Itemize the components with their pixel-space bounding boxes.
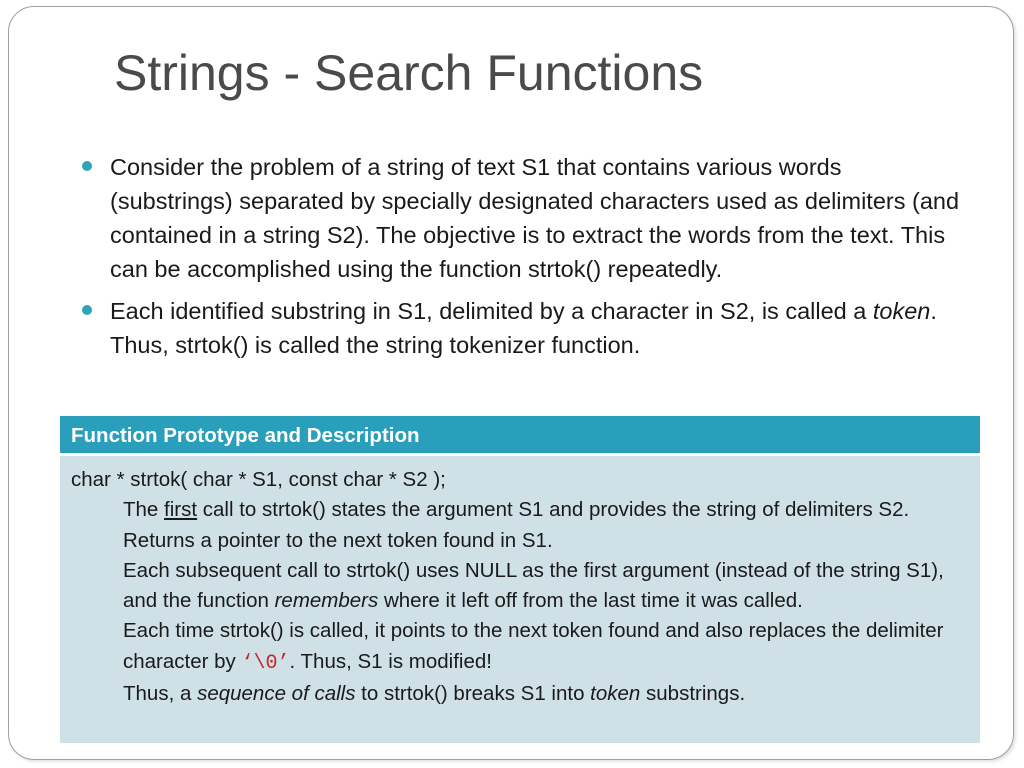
token-term: token	[590, 682, 641, 706]
function-prototype: char * strtok( char * S1, const char * S2 );	[71, 468, 446, 491]
description-null-replace	[123, 616, 968, 679]
desc-text: to strtok() breaks S1 into	[355, 682, 591, 706]
slide-title: Strings - Search Functions	[114, 45, 704, 101]
description-subsequent-call	[123, 556, 968, 617]
sequence-term: sequence of calls	[197, 682, 356, 706]
function-table	[60, 416, 980, 743]
bullet-dot-icon	[82, 161, 92, 171]
desc-text: Each time strtok() is called, it points to the next token found and also replaces the delimiter character by	[123, 619, 944, 673]
token-term: token	[872, 298, 931, 324]
remembers-term: remembers	[274, 589, 379, 613]
bullet-item	[80, 150, 960, 286]
bullet-item	[80, 294, 960, 362]
null-char-code: ‘\0’	[241, 651, 290, 675]
desc-text: . Thus, S1 is modified!	[289, 649, 492, 673]
table-header: Function Prototype and Description	[60, 416, 980, 456]
desc-text: Each subsequent call to strtok() uses NULL as the first argument (instead of the string S1), and the function	[123, 558, 944, 613]
bullet-text: Consider the problem of a string of text S1 that contains various words (substrings) separated by specially designated characters used as delimiters (and contained in a string S2). The objective is to extract the words from the text. This can be accomplished using the function strtok() repeatedly.	[110, 154, 960, 282]
bullet-text: Each identified substring in S1, delimited by a character in S2, is called a	[110, 298, 873, 324]
bullet-list	[80, 150, 960, 370]
description-summary	[123, 679, 968, 709]
desc-text: Thus, a	[123, 682, 198, 706]
desc-text: call to strtok() states the argument S1 and provides the string of delimiters S2. Returns a pointer to the next token found in S1.	[123, 498, 910, 552]
description-first-call	[123, 495, 968, 556]
bullet-text-end: . Thus, strtok() is called the string tokenizer function.	[110, 298, 937, 358]
bullet-dot-icon	[82, 305, 92, 315]
desc-text: The	[123, 498, 165, 522]
first-term: first	[164, 498, 198, 522]
table-body	[60, 456, 980, 743]
desc-text: where it left off from the last time it was called.	[378, 589, 803, 613]
desc-text: substrings.	[640, 682, 746, 706]
